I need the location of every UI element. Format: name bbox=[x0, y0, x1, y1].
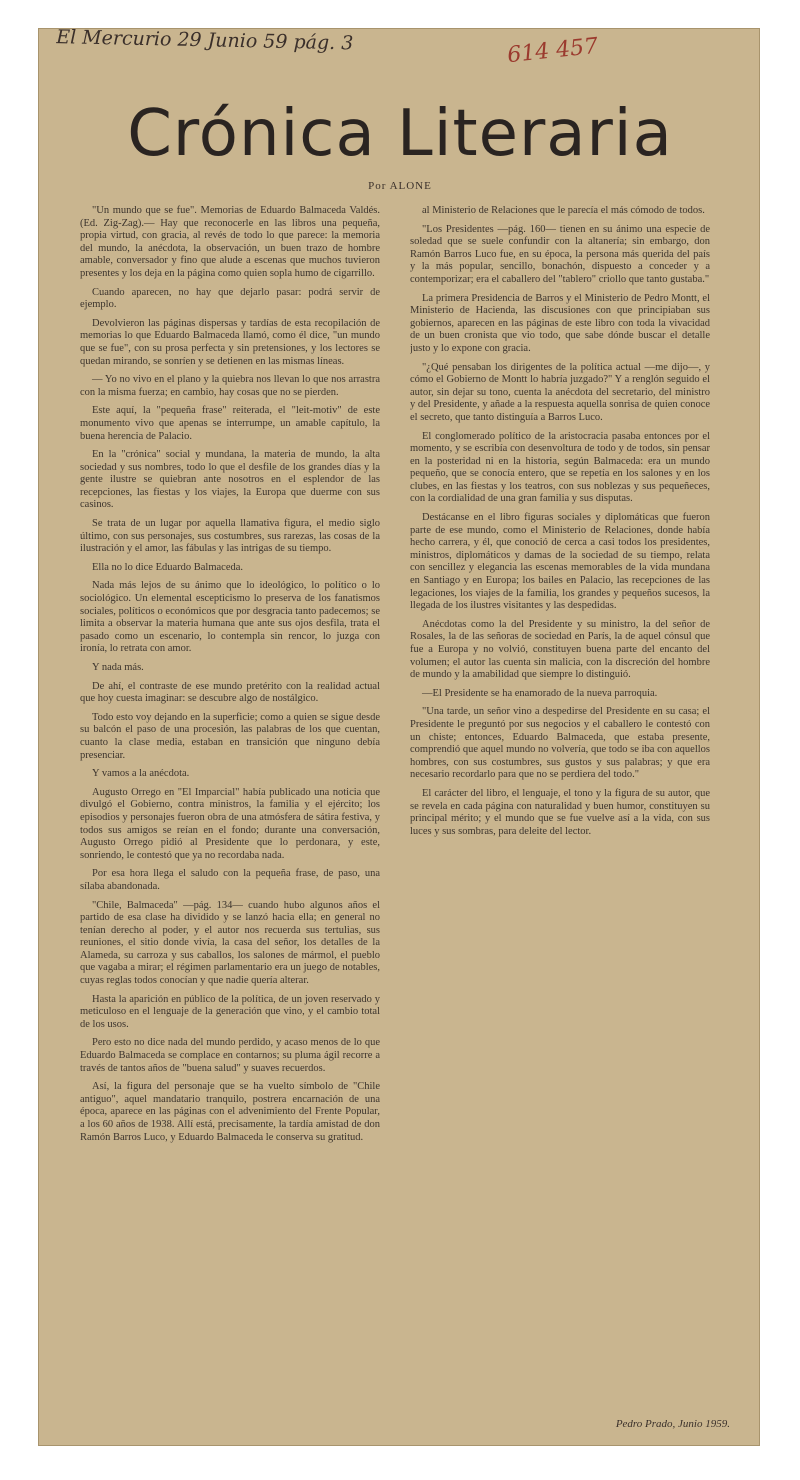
article-column-right bbox=[410, 205, 710, 1420]
article-signature: Pedro Prado, Junio 1959. bbox=[615, 1418, 730, 1430]
article-title: Crónica Literaria bbox=[127, 97, 673, 171]
article-paragraph: Hasta la aparición en público de la política, de un joven reservado y meticuloso en el lenguaje de la generación que vino, y el cambio total de los usos. bbox=[80, 993, 380, 1030]
article-paragraph: Y nada más. bbox=[92, 662, 144, 673]
handwritten-source-note: El Mercurio 29 Junio 59 pág. 3 bbox=[55, 26, 354, 55]
article-paragraph: Destácanse en el libro figuras sociales y diplomáticas que fueron parte de ese mundo, como el Ministerio de Relaciones, donde había hecho carrera, y él, que conoció de cerca a casi todos los presidentes, ministros, diplomáticos y damas de la sociedad de su tiempo, relata con sencillez y elegancia las escenas memorables de la vida mundana en Santiago y en Europa; los bailes en Palacio, las recepciones de las legaciones, los viajes de la familia, los grandes y pequeños sucesos, la llegada de los ilustres visitantes y las despedidas. bbox=[410, 512, 710, 612]
article-byline: Por ALONE bbox=[368, 180, 432, 192]
article-paragraph: "Chile, Balmaceda" —pág. 134— cuando hubo algunos años el partido de esa clase ha dividido y se lanzó hacia ella; en general no tenían derecho al poder, y el autor nos recuerda sus tertulias, sus reuniones, el sitio donde vivía, la casa del señor, los detalles de la Alameda, su carroza y sus caballos, los salones de mármol, el pueblo que vagaba a mirar; el régimen parlamentario era un juego de notables, cuyas reglas todos conocían y que nadie quería alterar. bbox=[80, 899, 380, 987]
article-paragraph: al Ministerio de Relaciones que le parecía el más cómodo de todos. bbox=[422, 205, 705, 216]
article-paragraph: De ahí, el contraste de ese mundo pretérito con la realidad actual que hoy cuesta imaginar: se descubre algo de nostálgico. bbox=[80, 680, 380, 705]
article-paragraph: Pero esto no dice nada del mundo perdido, y acaso menos de lo que Eduardo Balmaceda se complace en contarnos; su pluma ágil recorre a través de tantos años de "buena salud" y suaves recuerdos. bbox=[80, 1037, 380, 1074]
article-paragraph: — Yo no vivo en el plano y la quiebra nos llevan lo que nos arrastra con la misma fuerza; en cambio, hay cosas que no se pierden. bbox=[80, 374, 380, 398]
article-paragraph: La primera Presidencia de Barros y el Ministerio de Pedro Montt, el Ministerio de Hacienda, las discusiones con que principiaban sus gobiernos, aparecen en las páginas de este libro con toda la vivacidad de un buen cronista que vio todo, que sabe dónde buscar el detalle justo y lo expone con gracia. bbox=[410, 292, 710, 354]
article-paragraph: Así, la figura del personaje que se ha vuelto símbolo de "Chile antiguo", aquel mandatario tranquilo, postrera encarnación de una época, aparece en las páginas con el advenimiento del Frente Popular, a los 60 años de 1938. Allí está, precisamente, la tardía amistad de don Ramón Barros Luco, y Eduardo Balmaceda le conserva su gratitud. bbox=[80, 1081, 380, 1143]
article-column-left bbox=[80, 205, 380, 1420]
article-paragraph: Ella no lo dice Eduardo Balmaceda. bbox=[92, 561, 244, 573]
article-paragraph: Por esa hora llega el saludo con la pequeña frase, de paso, una sílaba abandonada. bbox=[80, 868, 380, 892]
article-paragraph: Este aquí, la "pequeña frase" reiterada, el "leit-motiv" de este monumento vivo que apenas se interrumpe, un amable capítulo, la buena herencia de Palacio. bbox=[80, 405, 380, 442]
article-paragraph: "Los Presidentes —pág. 160— tienen en su ánimo una especie de soledad que se suele confundir con la altanería; sin embargo, don Ramón Barros Luco fue, en su época, la persona más querida del país y la más popular, sencillo, bonachón, dispuesto a conceder y a contemporizar; era el caballero del "tablero" criollo que tanto gustaba." bbox=[410, 223, 710, 285]
article-paragraph: Anécdotas como la del Presidente y su ministro, la del señor de Rosales, la de las señoras de sociedad en París, la de aquel cónsul que fue a Europa y no volvió, constituyen buena parte del encanto del volumen; el autor las cuenta sin malicia, con la discreción del hombre de mundo y la amabilidad que siempre lo distinguió. bbox=[410, 618, 710, 681]
article-paragraph: El carácter del libro, el lenguaje, el tono y la figura de su autor, que se revela en cada página con naturalidad y buen humor, constituyen su principal mérito; y el mundo que se fue vuelve así a la vida, con sus luces y sus sombras, para deleite del lector. bbox=[410, 787, 710, 837]
article-paragraph: "¿Qué pensaban los dirigentes de la política actual —me dijo—, y cómo el Gobierno de Montt lo habría juzgado?" Y a renglón seguido el autor, sin dejar su tono, cuenta la anécdota del secretario, del ministro y del Presidente, y añade a la respuesta aquella sonrisa de quien conoce el secreto, que tanto distinguía a Barros Luco. bbox=[410, 361, 710, 423]
article-paragraph: El conglomerado político de la aristocracia pasaba entonces por el momento, y se escribía con desenvoltura de todo y de todos, sin pensar en la posteridad ni en la historia, según Balmaceda: era un mundo pequeño, que se conocía entero, que se repetía en los salones y en los clubes, en las fiestas y los teatros, con sus noblezas y sus pequeñeces, con la cordialidad de una gran familia y sus disputas. bbox=[410, 430, 710, 505]
article-paragraph: Y vamos a la anécdota. bbox=[92, 768, 190, 780]
article-paragraph: En la "crónica" social y mundana, la materia de mundo, la alta sociedad y sus nombres, todo lo que el desfile de los grandes días y la gente ilustre se quiebran ante nosotros en el esplendor de las recepciones, las fiestas y los viajes, la Europa que duerme con sus casinos. bbox=[80, 449, 380, 511]
article-paragraph: Cuando aparecen, no hay que dejarlo pasar: podrá servir de ejemplo. bbox=[80, 286, 380, 311]
article-paragraph: —El Presidente se ha enamorado de la nueva parroquia. bbox=[422, 687, 658, 699]
article-paragraph: Se trata de un lugar por aquella llamativa figura, el medio siglo último, con sus personajes, sus costumbres, sus rarezas, las cosas de la ilustración y el amor, las fábulas y las intrigas de su tiempo. bbox=[80, 518, 380, 555]
article-paragraph: "Un mundo que se fue". Memorias de Eduardo Balmaceda Valdés. (Ed. Zig-Zag).— Hay que reconocerle en las libros una pequeña, propia virtud, con gracia, al revés de todo lo que parece: la memoria del mundo, la anécdota, la observación, un buen trazo de hombre amable, conversador y fino que alude a escenas que muchos tuvieron presentes y los deja en la página como quien sopla humo de cigarrillo. bbox=[80, 205, 380, 279]
article-paragraph: Devolvieron las páginas dispersas y tardías de esta recopilación de memorias lo que Eduardo Balmaceda llamó, como él dice, "un mundo que se fue", con su prosa perfecta y sin pretensiones, y los lectores se quedan mirando, se sonríen y se detienen en las mismas líneas. bbox=[80, 317, 380, 367]
article-paragraph: Todo esto voy dejando en la superficie; como a quien se sigue desde su balcón el paso de una procesión, las palabras de los que cuentan, cuanto la clase media, estaban en transición que ninguno debía presenciar. bbox=[80, 711, 380, 761]
article-paragraph: "Una tarde, un señor vino a despedirse del Presidente en su casa; el Presidente le preguntó por sus negocios y el caballero le contestó con un chiste; entonces, Eduardo Balmaceda, que estaba presente, comprendió que aquel mundo no volvería, que todo se iba con aquellos hombres, con sus costumbres, sus gustos y sus palabras; y que era necesario recordarlo para que no se perdiera del todo." bbox=[410, 706, 710, 781]
article-paragraph: Augusto Orrego en "El Imparcial" había publicado una noticia que divulgó el Gobierno, contra ministros, la familia y el ejército; los episodios y personajes fueron obra de una atmósfera de sátira festiva, y todos sus amigos se reían en el fondo; durante una conversación, Augusto Orrego pidió al Presidente que lo perdonara, y este, sonriendo, le contestó que ya no recordaba nada. bbox=[80, 786, 380, 861]
archive-stamp: 614 457 bbox=[506, 33, 600, 69]
article-paragraph: Nada más lejos de su ánimo que lo ideológico, lo político o lo sociológico. Un elemental escepticismo lo preserva de los fanatismos sociales, políticos o económicos que por desgracia tanto padecemos; se limita a observar la materia humana que ante sus ojos desfila, trata el pasado como un escenario, lo contempla sin rencor, lo juzga con ironía, lo retrata con amor. bbox=[80, 580, 380, 655]
